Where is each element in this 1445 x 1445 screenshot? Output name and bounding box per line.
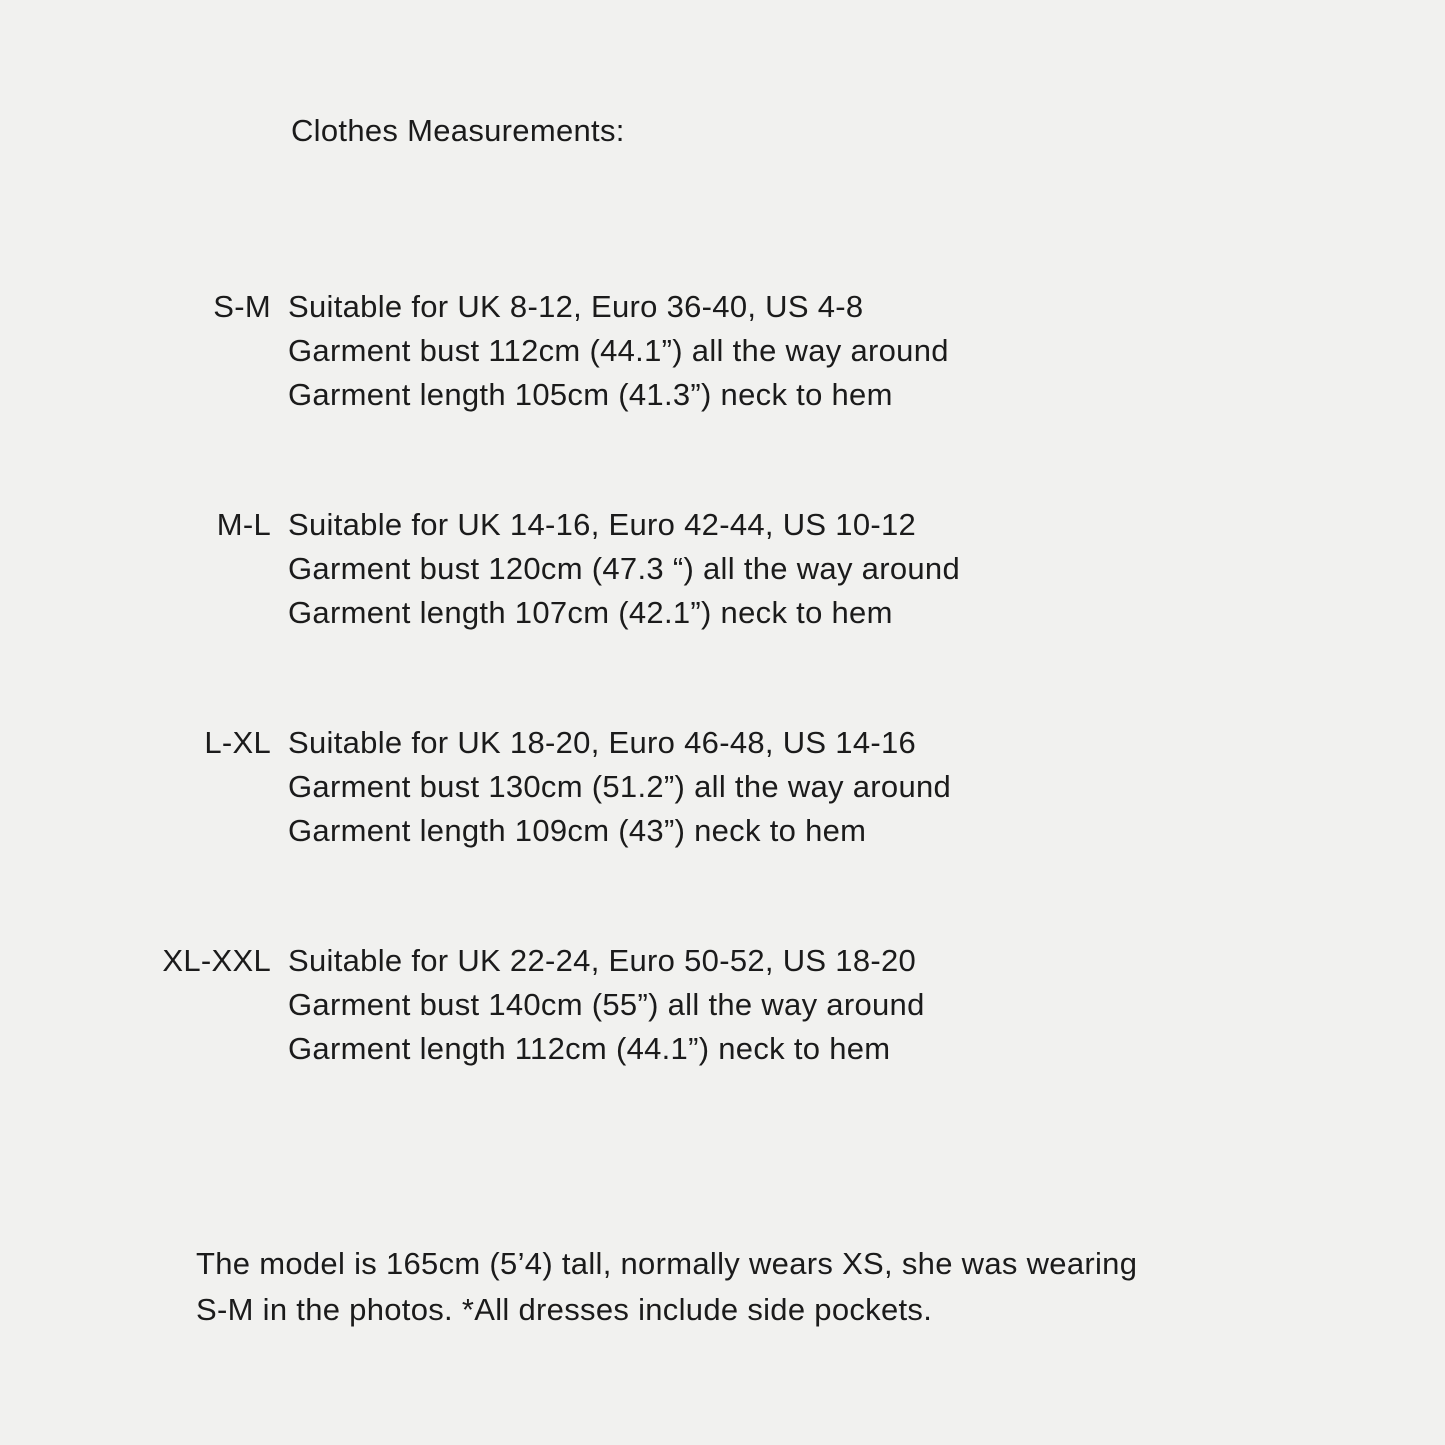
size-suitability: Suitable for UK 14-16, Euro 42-44, US 10-12 bbox=[288, 507, 917, 542]
size-row-s-m bbox=[0, 285, 960, 417]
model-note bbox=[196, 1241, 1137, 1333]
size-length: Garment length 109cm (43”) neck to hem bbox=[288, 813, 867, 848]
size-row-xl-xxl bbox=[0, 939, 960, 1071]
size-suitability: Suitable for UK 22-24, Euro 50-52, US 18-20 bbox=[288, 943, 917, 978]
page-title: Clothes Measurements: bbox=[291, 113, 625, 148]
size-bust: Garment bust 130cm (51.2”) all the way around bbox=[288, 769, 952, 804]
size-details bbox=[288, 503, 960, 635]
size-length: Garment length 112cm (44.1”) neck to hem bbox=[288, 1031, 891, 1066]
size-list bbox=[0, 285, 960, 1157]
size-bust: Garment bust 120cm (47.3 “) all the way around bbox=[288, 551, 961, 586]
size-suitability: Suitable for UK 8-12, Euro 36-40, US 4-8 bbox=[288, 289, 864, 324]
size-label: L-XL bbox=[204, 725, 271, 760]
size-suitability: Suitable for UK 18-20, Euro 46-48, US 14-16 bbox=[288, 725, 917, 760]
size-bust: Garment bust 112cm (44.1”) all the way around bbox=[288, 333, 949, 368]
size-details bbox=[288, 939, 925, 1071]
size-label: S-M bbox=[213, 289, 271, 324]
size-bust: Garment bust 140cm (55”) all the way around bbox=[288, 987, 925, 1022]
size-label: M-L bbox=[216, 507, 271, 542]
size-details bbox=[288, 285, 949, 417]
size-details bbox=[288, 721, 951, 853]
size-row-l-xl bbox=[0, 721, 960, 853]
size-length: Garment length 107cm (42.1”) neck to hem bbox=[288, 595, 893, 630]
model-note-line-1: The model is 165cm (5’4) tall, normally wears XS, she was wearing bbox=[196, 1246, 1138, 1281]
size-row-m-l bbox=[0, 503, 960, 635]
model-note-line-2: S-M in the photos. *All dresses include side pockets. bbox=[196, 1292, 933, 1327]
size-label: XL-XXL bbox=[162, 943, 271, 978]
size-length: Garment length 105cm (41.3”) neck to hem bbox=[288, 377, 893, 412]
